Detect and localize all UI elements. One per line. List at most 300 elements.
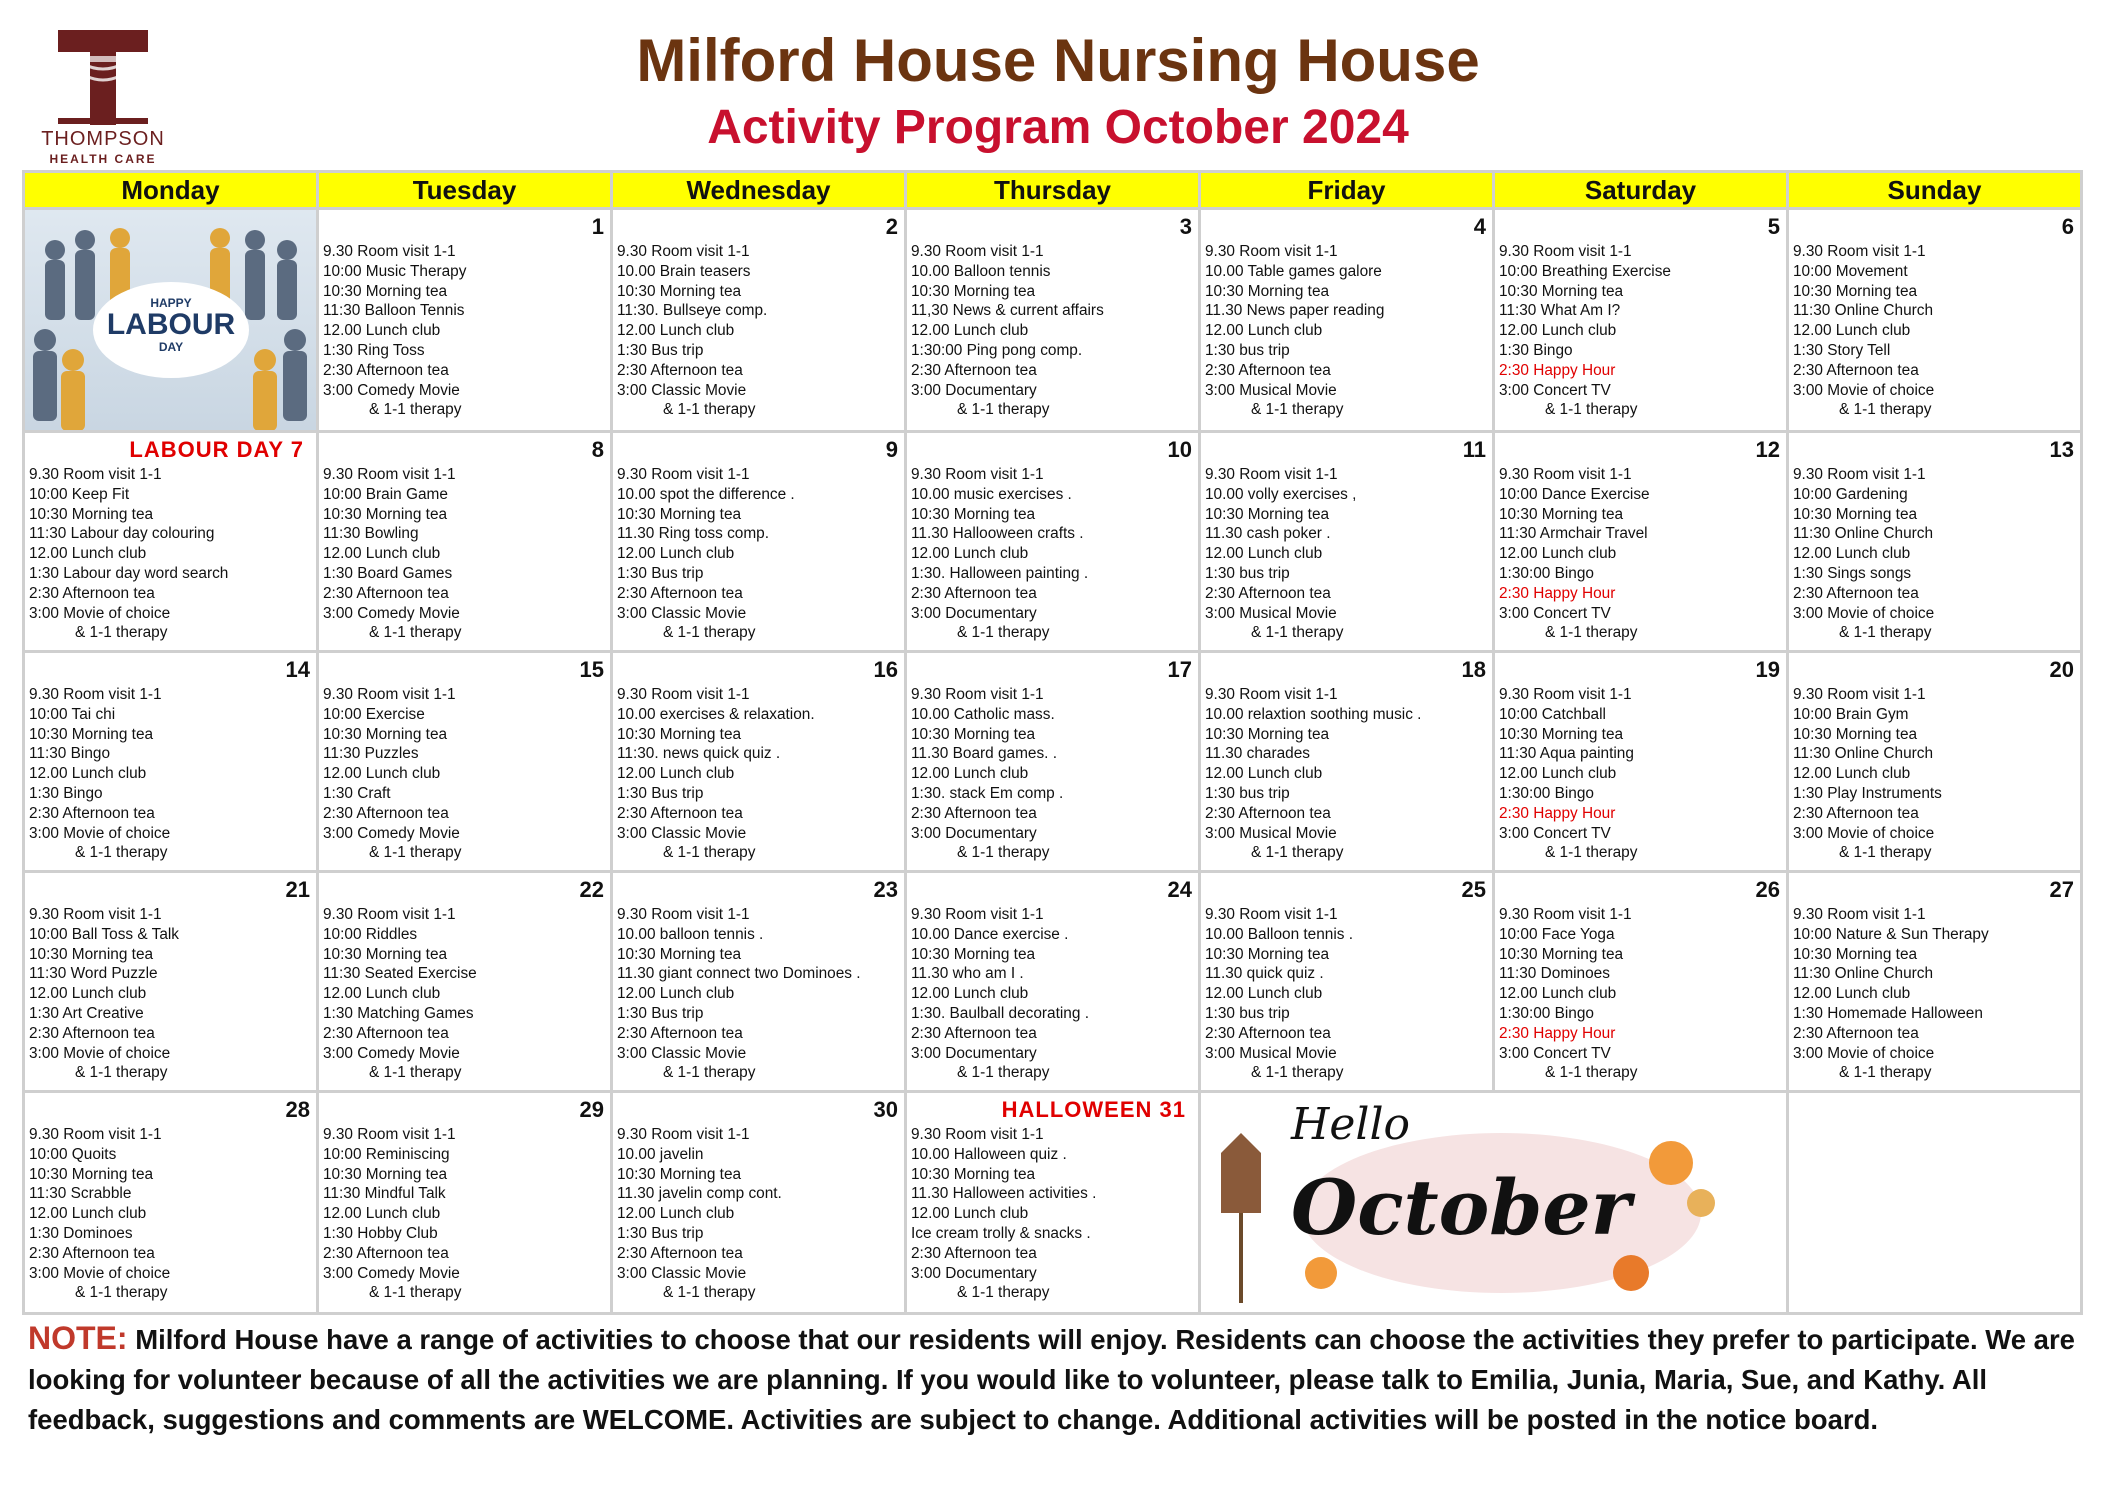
activity-item: & 1-1 therapy — [957, 844, 1050, 862]
activity-item: 9.30 Room visit 1-1 — [323, 906, 456, 923]
activity-item: & 1-1 therapy — [957, 1064, 1050, 1082]
activity-item: 9.30 Room visit 1-1 — [1499, 466, 1632, 483]
activity-item: 1:30 Bus trip — [617, 1004, 704, 1022]
activity-item: 12.00 Lunch club — [911, 765, 1029, 783]
activity-item: 3:00 Musical Movie — [1205, 381, 1337, 399]
day-number-text: 1 — [591, 214, 604, 239]
day-cell — [612, 432, 906, 652]
activity-item: 3:00 Movie of choice — [29, 1264, 171, 1282]
activity-item: 9.30 Room visit 1-1 — [1793, 906, 1926, 923]
activity-item: 10.00 Dance exercise . — [911, 925, 1069, 943]
day-cell — [612, 652, 906, 872]
activity-item: 2:30 Happy Hour — [1499, 361, 1616, 379]
activity-list — [319, 465, 610, 643]
day-number-text: 21 — [285, 877, 310, 902]
activity-item: 1:30. stack Em comp . — [911, 784, 1064, 802]
activity-list — [907, 465, 1198, 643]
day-number — [1789, 433, 2080, 465]
activity-item: 2:30 Afternoon tea — [323, 1244, 449, 1262]
activity-item: 12.00 Lunch club — [1205, 322, 1323, 340]
activity-list — [25, 465, 316, 643]
day-cell — [24, 1092, 318, 1314]
day-number — [907, 873, 1198, 905]
day-number — [1201, 653, 1492, 685]
activity-item: 11.30 quick quiz . — [1205, 965, 1324, 983]
activity-item: 11:30 Armchair Travel — [1499, 525, 1648, 543]
activity-item: 2:30 Afternoon tea — [617, 1244, 743, 1262]
day-number — [613, 873, 904, 905]
day-cell — [318, 872, 612, 1092]
activity-item: 3:00 Movie of choice — [1793, 1044, 1935, 1062]
activity-item: 12.00 Lunch club — [1205, 985, 1323, 1003]
activity-item: 10:00 Reminiscing — [323, 1145, 450, 1163]
activity-item: 1:30:00 Bingo — [1499, 564, 1594, 582]
activity-item: 2:30 Afternoon tea — [911, 804, 1037, 822]
activity-item: 9.30 Room visit 1-1 — [1499, 243, 1632, 260]
activity-item: 3:00 Comedy Movie — [323, 604, 460, 622]
activity-item: 1:30 Ring Toss — [323, 341, 425, 359]
activity-item: 9.30 Room visit 1-1 — [617, 686, 750, 703]
activity-list — [319, 1125, 610, 1303]
activity-item: & 1-1 therapy — [1545, 624, 1638, 642]
activity-item: 9.30 Room visit 1-1 — [1793, 686, 1926, 703]
activity-item: 1:30 Matching Games — [323, 1004, 474, 1022]
day-number — [1789, 653, 2080, 685]
activity-item: 9.30 Room visit 1-1 — [1205, 686, 1338, 703]
activity-item: & 1-1 therapy — [1839, 1064, 1932, 1082]
activity-item: 3:00 Movie of choice — [29, 824, 171, 842]
activity-list — [1201, 905, 1492, 1083]
activity-item: 10:30 Morning tea — [29, 945, 154, 963]
activity-item: 1:30:00 Bingo — [1499, 1004, 1594, 1022]
day-number-text: 11 — [1462, 437, 1486, 462]
activity-item: 11,30 News & current affairs — [911, 302, 1104, 320]
day-cell — [318, 1092, 612, 1314]
day-cell — [318, 652, 612, 872]
activity-item: 1:30 Dominoes — [29, 1224, 133, 1242]
activity-item: 2:30 Afternoon tea — [911, 361, 1037, 379]
activity-item: 9.30 Room visit 1-1 — [29, 906, 162, 923]
activity-item: & 1-1 therapy — [1251, 401, 1344, 419]
day-number-text: 28 — [285, 1097, 310, 1122]
activity-item: 12.00 Lunch club — [323, 985, 441, 1003]
activity-item: 9.30 Room visit 1-1 — [911, 906, 1044, 923]
activity-item: 10:30 Morning tea — [323, 505, 448, 523]
activity-list — [1201, 685, 1492, 863]
day-cell — [24, 652, 318, 872]
activity-item: 1:30 Hobby Club — [323, 1224, 438, 1242]
day-number — [613, 1093, 904, 1125]
activity-item: & 1-1 therapy — [369, 401, 462, 419]
activity-item: & 1-1 therapy — [75, 1284, 168, 1302]
activity-item: 2:30 Afternoon tea — [1205, 804, 1331, 822]
labour-image-line3: DAY — [158, 340, 184, 354]
activity-item: 12.00 Lunch club — [29, 1205, 147, 1223]
activity-item: 1:30 bus trip — [1205, 784, 1290, 802]
activity-item: 2:30 Afternoon tea — [323, 584, 449, 602]
day-number — [1201, 433, 1492, 465]
activity-item: 9.30 Room visit 1-1 — [323, 243, 456, 260]
note-text: Milford House have a range of activities to choose that our residents will enjoy. Residents can choose the activities they prefer to participate. We are looking for volunteer because of all the activities we are planning. If you would like to volunteer, please talk to Emilia, Junia, Maria, Sue, and Kathy. All feedback, suggestions and comments are WELCOME. Activities are subject to change. Additional activities will be posted in the notice board. — [28, 1324, 2075, 1435]
logo-subtitle: HEALTH CARE — [49, 152, 157, 166]
activity-item: & 1-1 therapy — [369, 1064, 462, 1082]
activity-item: 3:00 Concert TV — [1499, 1044, 1611, 1062]
day-cell — [318, 209, 612, 432]
activity-item: 11.30 Ring toss comp. — [617, 525, 769, 543]
activity-item: 3:00 Comedy Movie — [323, 381, 460, 399]
activity-item: 1:30 Art Creative — [29, 1004, 144, 1022]
activity-item: 3:00 Documentary — [911, 381, 1037, 399]
activity-list — [1789, 465, 2080, 643]
activity-item: 1:30 Sings songs — [1793, 564, 1912, 582]
activity-item: 10:00 Riddles — [323, 925, 418, 943]
activity-item: 10:00 Music Therapy — [323, 262, 467, 280]
activity-item: 2:30 Afternoon tea — [323, 361, 449, 379]
activity-item: 10:00 Quoits — [29, 1145, 117, 1163]
activity-item: 11:30 Seated Exercise — [323, 965, 477, 983]
activity-item: 1:30 Labour day word search — [29, 564, 229, 582]
day-number — [319, 433, 610, 465]
activity-item: 11:30. Bullseye comp. — [617, 302, 768, 320]
activity-item: 11:30 Mindful Talk — [323, 1185, 446, 1203]
day-number-text: 17 — [1167, 657, 1192, 682]
activity-item: 1:30 Bus trip — [617, 341, 704, 359]
activity-item: 11.30 giant connect two Dominoes . — [617, 965, 861, 983]
activity-item: 3:00 Documentary — [911, 1044, 1037, 1062]
activity-item: 9.30 Room visit 1-1 — [911, 686, 1044, 703]
activity-list — [1495, 242, 1786, 420]
day-number — [613, 433, 904, 465]
day-number — [319, 210, 610, 242]
day-number — [907, 653, 1198, 685]
activity-item: 1:30 Bus trip — [617, 1224, 704, 1242]
activity-item: 10:00 Nature & Sun Therapy — [1793, 925, 1989, 943]
activity-item: 9.30 Room visit 1-1 — [1205, 243, 1338, 260]
activity-item: 1:30:00 Ping pong comp. — [911, 341, 1083, 359]
day-cell — [906, 432, 1200, 652]
activity-item: Ice cream trolly & snacks . — [911, 1224, 1091, 1242]
activity-item: 2:30 Afternoon tea — [323, 804, 449, 822]
activity-item: 3:00 Movie of choice — [1793, 824, 1935, 842]
activity-item: 11.30 Board games. . — [911, 745, 1058, 763]
day-cell — [1494, 209, 1788, 432]
day-number — [1789, 210, 2080, 242]
activity-item: 3:00 Classic Movie — [617, 604, 747, 622]
day-number-text: 2 — [885, 214, 898, 239]
activity-item: 10:00 Dance Exercise — [1499, 485, 1650, 503]
activity-item: 11.30 who am I . — [911, 965, 1024, 983]
day-number-text: 25 — [1461, 877, 1486, 902]
activity-item: & 1-1 therapy — [1545, 844, 1638, 862]
activity-item: 10:30 Morning tea — [911, 1165, 1036, 1183]
activity-list — [1789, 685, 2080, 863]
week-row-2 — [24, 432, 2082, 652]
activity-item: 11:30 Online Church — [1793, 302, 1934, 320]
activity-item: 2:30 Afternoon tea — [1205, 361, 1331, 379]
activity-item: 2:30 Afternoon tea — [617, 584, 743, 602]
day-cell — [1200, 209, 1494, 432]
activity-list — [319, 905, 610, 1083]
activity-item: & 1-1 therapy — [75, 624, 168, 642]
day-cell — [1494, 872, 1788, 1092]
activity-item: & 1-1 therapy — [1251, 844, 1344, 862]
activity-item: 1:30. Baulball decorating . — [911, 1004, 1089, 1022]
activity-item: 1:30. Halloween painting . — [911, 564, 1089, 582]
day-number-text: 14 — [285, 657, 310, 682]
activity-item: 9.30 Room visit 1-1 — [617, 243, 750, 260]
page-title: Milford House Nursing House — [636, 27, 1480, 94]
activity-item: 1:30 Craft — [323, 784, 391, 802]
activity-item: & 1-1 therapy — [1839, 401, 1932, 419]
day-cell — [906, 652, 1200, 872]
day-number — [1495, 873, 1786, 905]
activity-item: 1:30 bus trip — [1205, 341, 1290, 359]
activity-item: 11:30 Bowling — [323, 525, 419, 543]
activity-item: 10:30 Morning tea — [617, 945, 742, 963]
activity-item: 3:00 Classic Movie — [617, 824, 747, 842]
activity-item: 1:30 bus trip — [1205, 1004, 1290, 1022]
day-number-text: 29 — [579, 1097, 604, 1122]
activity-item: 2:30 Happy Hour — [1499, 804, 1616, 822]
day-cell — [1788, 432, 2082, 652]
activity-item: 3:00 Musical Movie — [1205, 604, 1337, 622]
day-number-text: 5 — [1767, 214, 1780, 239]
day-number — [907, 1093, 1198, 1125]
activity-item: 9.30 Room visit 1-1 — [1205, 906, 1338, 923]
activity-item: 11.30 javelin comp cont. — [617, 1185, 782, 1203]
activity-item: 2:30 Happy Hour — [1499, 584, 1616, 602]
note-label: NOTE: — [28, 1320, 128, 1356]
day-cell — [1200, 872, 1494, 1092]
activity-item: 1:30 Homemade Halloween — [1793, 1004, 1983, 1022]
activity-item: 10:30 Morning tea — [617, 1165, 742, 1183]
activity-item: 10:00 Ball Toss & Talk — [29, 925, 180, 943]
day-number-text: 15 — [579, 657, 604, 682]
day-number-text: 12 — [1755, 437, 1780, 462]
hello-october-image — [1200, 1092, 1788, 1314]
day-number-text: 10 — [1167, 437, 1192, 462]
activity-item: & 1-1 therapy — [663, 844, 756, 862]
activity-item: 3:00 Classic Movie — [617, 1044, 747, 1062]
activity-item: 10:00 Brain Gym — [1793, 705, 1909, 723]
activity-item: 2:30 Afternoon tea — [1793, 584, 1919, 602]
activity-list — [319, 685, 610, 863]
day-cell — [1200, 652, 1494, 872]
day-number-text: 16 — [873, 657, 898, 682]
activity-item: 2:30 Afternoon tea — [911, 1244, 1037, 1262]
activity-list — [1789, 905, 2080, 1083]
activity-item: 3:00 Concert TV — [1499, 824, 1611, 842]
activity-list — [25, 905, 316, 1083]
activity-item: 10:30 Morning tea — [1205, 505, 1330, 523]
activity-item: & 1-1 therapy — [369, 844, 462, 862]
activity-item: 11:30 Dominoes — [1499, 965, 1610, 983]
activity-list — [907, 242, 1198, 420]
day-cell — [612, 1092, 906, 1314]
activity-item: 10:30 Morning tea — [323, 725, 448, 743]
activity-item: 10.00 spot the difference . — [617, 485, 795, 503]
activity-list — [1789, 242, 2080, 420]
day-number — [907, 433, 1198, 465]
activity-item: 9.30 Room visit 1-1 — [911, 1126, 1044, 1143]
activity-list — [613, 1125, 904, 1303]
page-subtitle: Activity Program October 2024 — [707, 101, 1409, 154]
activity-item: 3:00 Movie of choice — [29, 1044, 171, 1062]
activity-item: 11:30 Online Church — [1793, 745, 1934, 763]
activity-item: 2:30 Afternoon tea — [1793, 1024, 1919, 1042]
activity-item: 12.00 Lunch club — [323, 545, 441, 563]
activity-item: 10.00 relaxtion soothing music . — [1205, 705, 1422, 723]
activity-item: 9.30 Room visit 1-1 — [617, 906, 750, 923]
activity-list — [613, 685, 904, 863]
activity-item: 10.00 Balloon tennis . — [1205, 925, 1354, 943]
special-day-label: LABOUR DAY 7 — [129, 437, 304, 462]
activity-item: 9.30 Room visit 1-1 — [1793, 466, 1926, 483]
day-number-text: 3 — [1179, 214, 1192, 239]
activity-item: 10:30 Morning tea — [1793, 725, 1918, 743]
activity-item: 11:30 Puzzles — [323, 745, 419, 763]
activity-item: 9.30 Room visit 1-1 — [29, 466, 162, 483]
activity-item: 12.00 Lunch club — [911, 1205, 1029, 1223]
activity-item: 11.30 Hallooween crafts . — [911, 525, 1084, 543]
activity-item: 10:30 Morning tea — [911, 725, 1036, 743]
day-number-text: 20 — [2049, 657, 2074, 682]
activity-item: 2:30 Afternoon tea — [1205, 1024, 1331, 1042]
weekday-saturday: Saturday — [1494, 172, 1788, 209]
day-number-text: 18 — [1461, 657, 1486, 682]
activity-item: 10:30 Morning tea — [29, 725, 154, 743]
labour-image-line2: LABOUR — [106, 308, 236, 341]
activity-item: 12.00 Lunch club — [1499, 765, 1617, 783]
activity-item: 10:30 Morning tea — [1205, 282, 1330, 300]
day-number — [1495, 433, 1786, 465]
activity-item: 3:00 Musical Movie — [1205, 1044, 1337, 1062]
activity-item: 2:30 Afternoon tea — [617, 804, 743, 822]
day-cell — [1494, 432, 1788, 652]
activity-item: & 1-1 therapy — [663, 624, 756, 642]
activity-item: 10.00 Brain teasers — [617, 262, 751, 280]
activity-item: & 1-1 therapy — [369, 1284, 462, 1302]
activity-item: 11:30 Labour day colouring — [29, 525, 215, 543]
activity-item: 12.00 Lunch club — [1499, 545, 1617, 563]
activity-item: 10:00 Movement — [1793, 262, 1908, 280]
activity-item: 10:30 Morning tea — [1793, 282, 1918, 300]
activity-item: 12.00 Lunch club — [911, 545, 1029, 563]
activity-item: 9.30 Room visit 1-1 — [323, 466, 456, 483]
day-number-text: 8 — [591, 437, 604, 462]
activity-item: 12.00 Lunch club — [29, 765, 147, 783]
day-number — [25, 1093, 316, 1125]
activity-item: 10:00 Tai chi — [29, 705, 116, 723]
activity-item: 10:00 Brain Game — [323, 485, 448, 503]
activity-item: 2:30 Afternoon tea — [29, 1244, 155, 1262]
activity-item: 2:30 Afternoon tea — [29, 584, 155, 602]
calendar-grid — [22, 170, 2083, 1315]
activity-item: 2:30 Afternoon tea — [1205, 584, 1331, 602]
activity-item: 1:30 Bus trip — [617, 564, 704, 582]
day-number-text: 27 — [2049, 877, 2074, 902]
activity-item: 2:30 Happy Hour — [1499, 1024, 1616, 1042]
activity-item: 10:00 Breathing Exercise — [1499, 262, 1671, 280]
day-number — [907, 210, 1198, 242]
activity-item: 3:00 Movie of choice — [1793, 381, 1935, 399]
activity-list — [613, 465, 904, 643]
activity-item: 3:00 Documentary — [911, 604, 1037, 622]
activity-item: 12.00 Lunch club — [1793, 545, 1911, 563]
day-number — [613, 653, 904, 685]
activity-item: 3:00 Concert TV — [1499, 604, 1611, 622]
activity-item: 10:30 Morning tea — [1499, 505, 1624, 523]
activity-item: 2:30 Afternoon tea — [29, 1024, 155, 1042]
activity-item: 10:30 Morning tea — [1793, 505, 1918, 523]
activity-item: 2:30 Afternoon tea — [617, 361, 743, 379]
day-number — [319, 873, 610, 905]
day-number — [1201, 873, 1492, 905]
activity-list — [1201, 465, 1492, 643]
day-number-text: 23 — [873, 877, 898, 902]
empty-day-cell — [1788, 1092, 2082, 1314]
activity-item: 1:30 Bus trip — [617, 784, 704, 802]
day-number — [613, 210, 904, 242]
activity-item: 10:00 Face Yoga — [1499, 925, 1615, 943]
activity-item: 10:30 Morning tea — [1793, 945, 1918, 963]
activity-item: 10.00 javelin — [617, 1145, 704, 1163]
activity-item: 1:30 bus trip — [1205, 564, 1290, 582]
day-number-text: 24 — [1167, 877, 1192, 902]
activity-item: & 1-1 therapy — [75, 1064, 168, 1082]
activity-item: 10:30 Morning tea — [323, 1165, 448, 1183]
activity-list — [25, 1125, 316, 1303]
activity-item: 2:30 Afternoon tea — [323, 1024, 449, 1042]
activity-item: 9.30 Room visit 1-1 — [29, 686, 162, 703]
activity-item: 3:00 Comedy Movie — [323, 1044, 460, 1062]
activity-item: 3:00 Classic Movie — [617, 1264, 747, 1282]
activity-item: 11:30 Balloon Tennis — [323, 302, 465, 320]
activity-item: 3:00 Musical Movie — [1205, 824, 1337, 842]
day-cell — [906, 872, 1200, 1092]
activity-item: & 1-1 therapy — [1251, 624, 1344, 642]
activity-item: & 1-1 therapy — [369, 624, 462, 642]
activity-list — [319, 242, 610, 420]
activity-item: 12.00 Lunch club — [1793, 322, 1911, 340]
activity-item: 10:30 Morning tea — [617, 725, 742, 743]
activity-item: 10:30 Morning tea — [1205, 725, 1330, 743]
activity-item: 9.30 Room visit 1-1 — [1499, 906, 1632, 923]
activity-item: 12.00 Lunch club — [323, 322, 441, 340]
activity-item: 11:30 Aqua painting — [1499, 745, 1634, 763]
day-number-text: 6 — [2061, 214, 2074, 239]
weekday-thursday: Thursday — [906, 172, 1200, 209]
day-cell — [1788, 652, 2082, 872]
activity-list — [1201, 242, 1492, 420]
activity-list — [1495, 465, 1786, 643]
activity-item: 10:00 Exercise — [323, 705, 425, 723]
weekday-tuesday: Tuesday — [318, 172, 612, 209]
activity-item: 11:30 Online Church — [1793, 965, 1934, 983]
activity-item: 10:30 Morning tea — [323, 282, 448, 300]
activity-item: 10:30 Morning tea — [1205, 945, 1330, 963]
activity-item: 2:30 Afternoon tea — [911, 584, 1037, 602]
activity-item: 12.00 Lunch club — [617, 1205, 735, 1223]
special-day-label: HALLOWEEN 31 — [1001, 1097, 1186, 1122]
week-row-5 — [24, 1092, 2082, 1314]
activity-item: 9.30 Room visit 1-1 — [1793, 243, 1926, 260]
labour-image-line1: HAPPY — [150, 296, 192, 310]
activity-item: 12.00 Lunch club — [1205, 765, 1323, 783]
activity-item: 3:00 Documentary — [911, 1264, 1037, 1282]
activity-item: 10:30 Morning tea — [1499, 945, 1624, 963]
activity-item: 10:30 Morning tea — [29, 1165, 154, 1183]
